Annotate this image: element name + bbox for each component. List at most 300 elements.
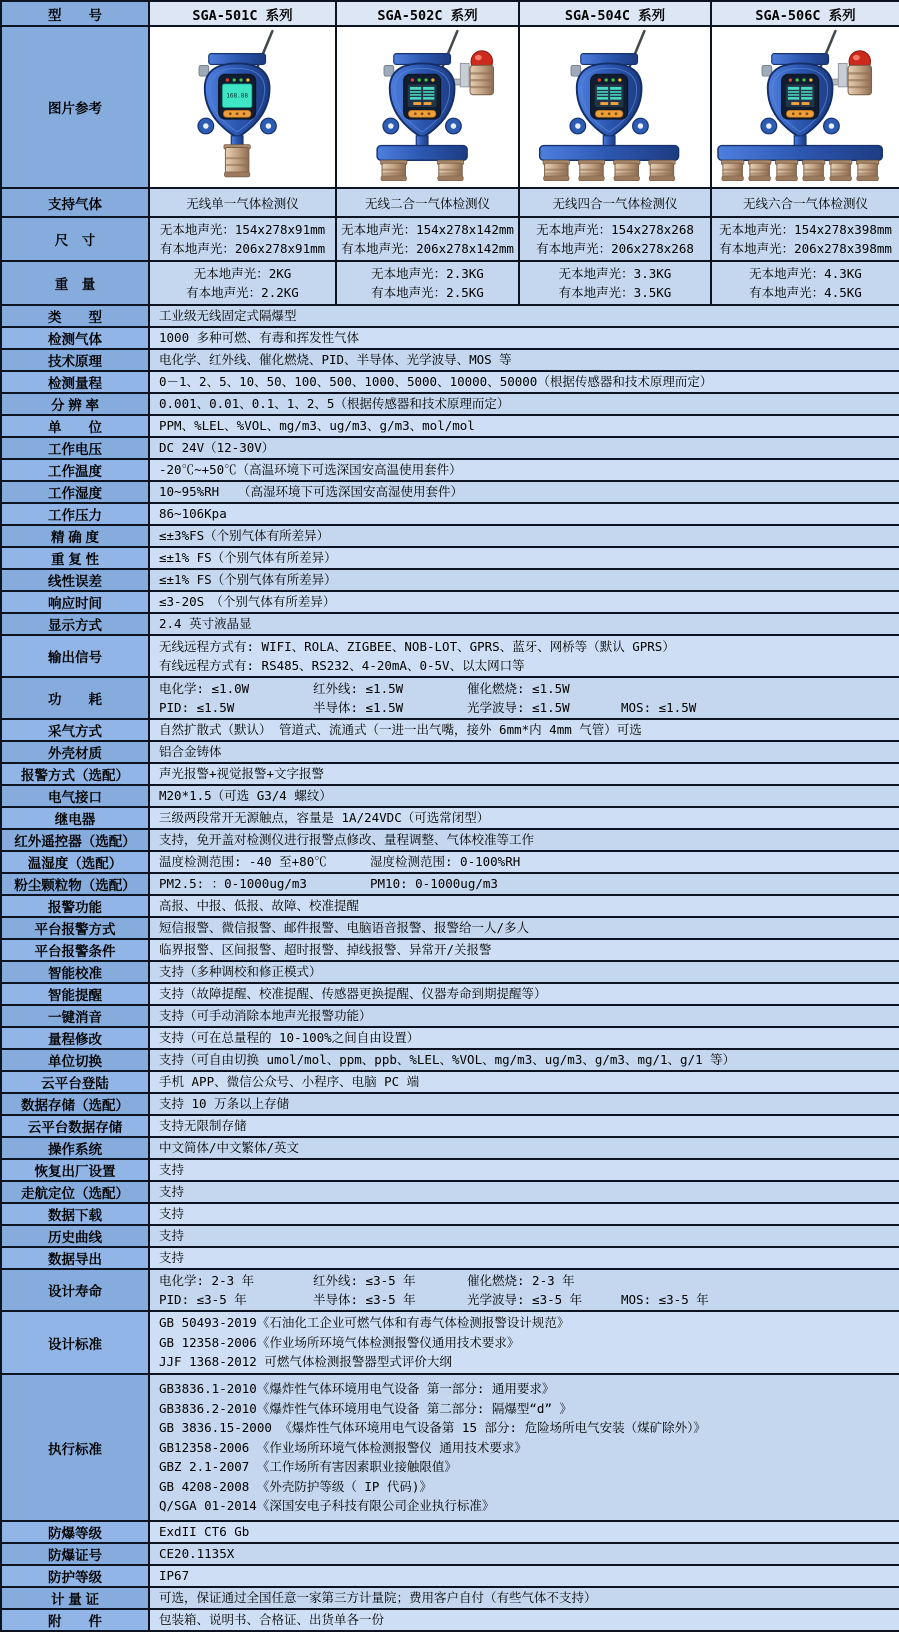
spec-value-line <box>159 962 890 982</box>
spec-row <box>1 939 899 961</box>
spec-value-part: PM10: 0-1000ug/m3 <box>370 876 498 892</box>
product-value-cell: 无线六合一气体检测仪 <box>711 188 899 217</box>
spec-row <box>1 1609 899 1631</box>
spec-row <box>1 1027 899 1049</box>
gas-sensor-head <box>223 145 249 177</box>
spec-value-part: GB 3836.15-2000 《爆炸性气体环境用电气设备第 15 部分: 危险场所电气安装（煤矿除外）》 <box>159 1420 706 1436</box>
gas-sensor-head <box>578 160 604 181</box>
spec-value-line <box>159 372 890 392</box>
spec-row <box>1 961 899 983</box>
spec-row-label: 检测气体 <box>1 327 149 349</box>
model-column-header: SGA-501C 系列 <box>149 1 336 26</box>
spec-row-value <box>149 1521 899 1543</box>
spec-row <box>1 393 899 415</box>
spec-value-part: 支持（多种调校和修正模式） <box>159 964 322 980</box>
spec-row-value <box>149 1543 899 1565</box>
spec-value-line <box>159 786 890 806</box>
spec-row-label: 分 辨 率 <box>1 393 149 415</box>
spec-value-line <box>159 742 890 762</box>
device-image-cell <box>149 26 336 188</box>
spec-value-line <box>159 306 890 326</box>
gas-sensor-head <box>775 160 797 181</box>
spec-row-value <box>149 983 899 1005</box>
image-row-label: 图片参考 <box>1 26 149 188</box>
product-value-line: 无本地声光：154x278x398mm <box>719 221 892 237</box>
spec-value-line <box>159 614 890 634</box>
spec-row <box>1 763 899 785</box>
spec-row <box>1 591 899 613</box>
spec-row-label: 智能校准 <box>1 961 149 983</box>
spec-value-line <box>159 656 890 676</box>
spec-row-value <box>149 939 899 961</box>
spec-value-line <box>159 504 890 524</box>
spec-value-part: 手机 APP、微信公众号、小程序、电脑 PC 端 <box>159 1074 420 1090</box>
spec-value-line <box>159 592 890 612</box>
manifold-bar <box>717 146 881 161</box>
detector-body <box>570 54 648 149</box>
spec-row-value <box>149 1609 899 1631</box>
spec-row-label: 支持气体 <box>1 188 149 217</box>
spec-value-line <box>159 548 890 568</box>
spec-value-line <box>159 350 890 370</box>
gas-sensor-head <box>543 160 569 181</box>
spec-row-value <box>149 1027 899 1049</box>
spec-row <box>1 1137 899 1159</box>
gas-sensor-head <box>829 160 851 181</box>
spec-row <box>1 613 899 635</box>
spec-row-label: 继电器 <box>1 807 149 829</box>
spec-value-line <box>159 874 890 894</box>
spec-row-value <box>149 569 899 591</box>
spec-value-line <box>159 918 890 938</box>
spec-value-line <box>159 1438 890 1458</box>
spec-value-line <box>159 570 890 590</box>
spec-row <box>1 1005 899 1027</box>
spec-row <box>1 1071 899 1093</box>
spec-row <box>1 1159 899 1181</box>
device-illustration-sga-501c <box>154 28 332 181</box>
spec-row-label: 线性误差 <box>1 569 149 591</box>
spec-row-label: 防护等级 <box>1 1565 149 1587</box>
spec-value-part: 支持（可手动消除本地声光报警功能） <box>159 1008 372 1024</box>
product-value-line: 有本地声光：3.5KG <box>558 285 672 300</box>
spec-row-value <box>149 613 899 635</box>
detector-body <box>383 54 461 149</box>
spec-value-part: 支持 <box>159 1206 185 1222</box>
spec-value-line <box>159 1028 890 1048</box>
spec-value-part: 10~95%RH （高湿环境下可选深国安高湿使用套件） <box>159 484 463 500</box>
spec-value-line <box>159 394 890 414</box>
spec-value-part: 高报、中报、低报、故障、校准提醒 <box>159 898 360 914</box>
spec-value-line <box>159 1379 890 1399</box>
spec-value-part: 电化学、红外线、催化燃烧、PID、半导体、光学波导、MOS 等 <box>159 352 512 368</box>
spec-row-value <box>149 1269 899 1311</box>
spec-row-value <box>149 961 899 983</box>
spec-value-part: GBZ 2.1-2007 《工作场所有害因素职业接触限值》 <box>159 1459 457 1475</box>
spec-row-label: 云平台数据存储 <box>1 1115 149 1137</box>
gas-sensor-head <box>437 160 463 181</box>
spec-row-value <box>149 1115 899 1137</box>
spec-value-line <box>159 940 890 960</box>
spec-value-part: 0.001、0.01、0.1、1、2、5（根据传感器和技术原理而定） <box>159 396 510 412</box>
spec-value-line <box>159 637 890 657</box>
device-illustration-sga-502c <box>339 28 517 181</box>
spec-row-value <box>149 1565 899 1587</box>
spec-row-value <box>149 459 899 481</box>
spec-row-value <box>149 917 899 939</box>
spec-value-part: 可选，保证通过全国任意一家第三方计量院；费用客户自付（有些气体不支持） <box>159 1590 597 1606</box>
spec-value-part: 催化燃烧: ≤1.5W <box>467 680 570 696</box>
spec-value-part: 无线远程方式有: WIFI、ROLA、ZIGBEE、NOB-LOT、GPRS、蓝牙、网桥等（默认 GPRS） <box>159 638 675 654</box>
product-value-line: 无本地声光：3.3KG <box>558 265 672 281</box>
gas-sensor-head <box>802 160 824 181</box>
spec-row <box>1 1181 899 1203</box>
spec-value-part: GB12358-2006 《作业场所环境气体检测报警仪 通用技术要求》 <box>159 1439 527 1455</box>
spec-value-line <box>159 984 890 1004</box>
spec-value-part: MOS: ≤1.5W <box>621 700 697 715</box>
model-column-header: SGA-506C 系列 <box>711 1 899 26</box>
spec-row <box>1 917 899 939</box>
spec-row <box>1 371 899 393</box>
spec-value-line <box>159 1204 890 1224</box>
spec-row <box>1 547 899 569</box>
spec-value-part: 湿度检测范围: 0-100%RH <box>370 854 521 870</box>
spec-value-line <box>159 896 890 916</box>
spec-row-label: 报警功能 <box>1 895 149 917</box>
spec-value-line <box>159 1138 890 1158</box>
spec-row-label: 一键消音 <box>1 1005 149 1027</box>
spec-row <box>1 983 899 1005</box>
spec-value-line <box>159 1544 890 1564</box>
spec-row-value <box>149 393 899 415</box>
model-header-row <box>1 1 899 26</box>
spec-row-value <box>149 1374 899 1521</box>
spec-row-label: 平台报警条件 <box>1 939 149 961</box>
gas-sensor-head <box>721 160 743 181</box>
spec-value-line <box>159 1418 890 1438</box>
spec-row-value <box>149 305 899 327</box>
spec-value-part: 自然扩散式（默认） 管道式、流通式（一进一出气嘴，接外 6mm*内 4mm 气管）可选 <box>159 722 642 738</box>
spec-row-label: 类 型 <box>1 305 149 327</box>
image-reference-row <box>1 26 899 188</box>
spec-row <box>1 437 899 459</box>
spec-row-value <box>149 1159 899 1181</box>
spec-row <box>1 873 899 895</box>
spec-row <box>1 677 899 719</box>
gas-sensor-head <box>748 160 770 181</box>
spec-value-part: 声光报警+视觉报警+文字报警 <box>159 766 325 782</box>
spec-row-label: 显示方式 <box>1 613 149 635</box>
spec-row-label: 尺 寸 <box>1 217 149 261</box>
spec-value-line <box>159 852 890 872</box>
spec-value-line <box>159 830 890 850</box>
spec-row-value <box>149 481 899 503</box>
spec-row-value <box>149 503 899 525</box>
spec-row-label: 执行标准 <box>1 1374 149 1521</box>
spec-row <box>1 569 899 591</box>
product-value-line: 无本地声光：2KG <box>193 265 292 281</box>
spec-row <box>1 459 899 481</box>
spec-value-part: ≤3-20S （个别气体有所差异） <box>159 594 336 610</box>
spec-row <box>1 1565 899 1587</box>
model-header-label: 型 号 <box>1 1 149 26</box>
spec-row-value <box>149 763 899 785</box>
product-value-cell <box>519 217 711 261</box>
spec-value-line <box>159 328 890 348</box>
spec-value-part: ≤±3%FS（个别气体有所差异） <box>159 528 330 544</box>
spec-value-part: 支持，免开盖对检测仪进行报警点修改、量程调整、气体校准等工作 <box>159 832 535 848</box>
spec-row-label: 数据下载 <box>1 1203 149 1225</box>
spec-value-line <box>159 1116 890 1136</box>
product-value-cell: 无线四合一气体检测仪 <box>519 188 711 217</box>
spec-row-value <box>149 437 899 459</box>
spec-row-value <box>149 785 899 807</box>
spec-row-label: 恢复出厂设置 <box>1 1159 149 1181</box>
spec-value-line <box>159 1333 890 1353</box>
spec-value-line <box>159 438 890 458</box>
spec-row-value <box>149 1049 899 1071</box>
detector-body <box>761 54 839 149</box>
spec-row-value <box>149 1203 899 1225</box>
spec-value-part: 支持 <box>159 1184 185 1200</box>
spec-value-line <box>159 1160 890 1180</box>
product-value-cell <box>711 217 899 261</box>
spec-row-value <box>149 415 899 437</box>
spec-row-value <box>149 1071 899 1093</box>
spec-value-part: Q/SGA 01-2014《深国安电子科技有限公司企业执行标准》 <box>159 1498 495 1514</box>
spec-value-line <box>159 1477 890 1497</box>
spec-row-value <box>149 349 899 371</box>
spec-row-label: 红外遥控器（选配） <box>1 829 149 851</box>
product-value-line: 无本地声光：154x278x268 <box>536 221 694 237</box>
manifold-bar <box>540 146 679 161</box>
product-value-line: 无本地声光：154x278x142mm <box>341 221 514 237</box>
spec-value-part: M20*1.5（可选 G3/4 螺纹） <box>159 788 332 804</box>
spec-row-label: 智能提醒 <box>1 983 149 1005</box>
spec-row <box>1 1093 899 1115</box>
spec-row-value <box>149 525 899 547</box>
product-value-cell <box>336 261 519 305</box>
spec-row-value <box>149 895 899 917</box>
spec-value-line <box>159 808 890 828</box>
spec-row <box>1 785 899 807</box>
product-value-cell <box>149 261 336 305</box>
spec-value-part: ExdII CT6 Gb <box>159 1524 250 1540</box>
spec-row-label: 重 复 性 <box>1 547 149 569</box>
spec-row <box>1 1203 899 1225</box>
spec-value-part: IP67 <box>159 1568 190 1584</box>
spec-row <box>1 1587 899 1609</box>
product-value-cell: 无线单一气体检测仪 <box>149 188 336 217</box>
spec-row-label: 电气接口 <box>1 785 149 807</box>
spec-row-value <box>149 1181 899 1203</box>
spec-row <box>1 1247 899 1269</box>
spec-row <box>1 895 899 917</box>
spec-value-line <box>159 1271 890 1291</box>
spec-row-value <box>149 829 899 851</box>
spec-value-line <box>159 1248 890 1268</box>
spec-row <box>1 1521 899 1543</box>
spec-row-label: 数据导出 <box>1 1247 149 1269</box>
spec-row-label: 单位切换 <box>1 1049 149 1071</box>
spec-value-part: 支持（可在总量程的 10-100%之间自由设置） <box>159 1030 420 1046</box>
spec-row-label: 云平台登陆 <box>1 1071 149 1093</box>
spec-row-value <box>149 851 899 873</box>
spec-row-value <box>149 1093 899 1115</box>
spec-value-line <box>159 1050 890 1070</box>
spec-value-part: 0－1、2、5、10、50、100、500、1000、5000、10000、50000（根据传感器和技术原理而定） <box>159 374 713 390</box>
spec-value-part: GB3836.1-2010《爆炸性气体环境用电气设备 第一部分: 通用要求》 <box>159 1381 555 1397</box>
spec-value-line <box>159 1352 890 1372</box>
spec-value-line <box>159 416 890 436</box>
spec-value-part: 支持 10 万条以上存储 <box>159 1096 290 1112</box>
spec-row-label: 工作压力 <box>1 503 149 525</box>
spec-value-part: 有线远程方式有: RS485、RS232、4-20mA、0-5V、以太网口等 <box>159 658 525 673</box>
spec-value-part: 半导体: ≤3-5 年 <box>313 1292 416 1307</box>
spec-value-part: 86~106Kpa <box>159 506 227 522</box>
spec-value-part: 支持 <box>159 1228 185 1244</box>
gas-sensor-head <box>614 160 640 181</box>
spec-row-label: 走航定位（选配） <box>1 1181 149 1203</box>
product-value-line: 有本地声光：2.5KG <box>371 285 484 300</box>
spec-row-label: 检测量程 <box>1 371 149 393</box>
spec-value-part: PID: ≤3-5 年 <box>159 1292 247 1307</box>
spec-value-part: 催化燃烧: 2-3 年 <box>467 1272 575 1288</box>
spec-row-value <box>149 371 899 393</box>
product-value-line: 无本地声光：4.3KG <box>749 265 862 281</box>
spec-row <box>1 1049 899 1071</box>
spec-value-part: 支持（故障提醒、校准提醒、传感器更换提醒、仪器寿命到期提醒等） <box>159 986 547 1002</box>
spec-row-value <box>149 635 899 677</box>
spec-row <box>1 305 899 327</box>
spec-value-part: GB 4208-2008 《外壳防护等级（ IP 代码)》 <box>159 1478 432 1494</box>
spec-value-line <box>159 1610 890 1630</box>
spec-row <box>1 327 899 349</box>
spec-value-part: 工业级无线固定式隔爆型 <box>159 308 297 324</box>
manifold-bar <box>377 146 467 161</box>
spec-row-label: 平台报警方式 <box>1 917 149 939</box>
spec-row <box>1 349 899 371</box>
spec-row-value <box>149 547 899 569</box>
spec-value-part: JJF 1368-2012 可燃气体检测报警器型式评价大纲 <box>159 1354 452 1370</box>
spec-row-value <box>149 807 899 829</box>
spec-row-label: 工作湿度 <box>1 481 149 503</box>
spec-value-part: 支持（可自由切换 umol/mol、ppm、ppb、%LEL、%VOL、mg/m3、ug/m3、g/m3、mg/1、g/1 等） <box>159 1052 736 1068</box>
product-row <box>1 217 899 261</box>
spec-value-part: -20℃~+50℃（高温环境下可选深国安高温使用套件） <box>159 462 462 478</box>
product-value-cell <box>149 217 336 261</box>
spec-value-part: GB 12358-2006《作业场所环境气体检测报警仪通用技术要求》 <box>159 1334 520 1350</box>
spec-row <box>1 503 899 525</box>
spec-row <box>1 1269 899 1311</box>
spec-value-line <box>159 698 890 718</box>
spec-row <box>1 1543 899 1565</box>
spec-row-label: 防爆证号 <box>1 1543 149 1565</box>
spec-row-value <box>149 719 899 741</box>
spec-value-line <box>159 679 890 699</box>
spec-value-part: 支持 <box>159 1250 185 1266</box>
spec-row-label: 精 确 度 <box>1 525 149 547</box>
gas-sensor-head <box>856 160 878 181</box>
spec-value-line <box>159 1588 890 1608</box>
spec-row-value <box>149 1311 899 1374</box>
spec-value-line <box>159 526 890 546</box>
spec-row-label: 报警方式（选配） <box>1 763 149 785</box>
spec-row-label: 量程修改 <box>1 1027 149 1049</box>
gas-sensor-head <box>380 160 406 181</box>
product-row <box>1 188 899 217</box>
device-illustration-sga-504c <box>526 28 704 181</box>
spec-value-part: 2.4 英寸液晶显 <box>159 616 252 632</box>
spec-row <box>1 1311 899 1374</box>
product-row <box>1 261 899 305</box>
device-image-cell <box>519 26 711 188</box>
spec-value-part: PID: ≤1.5W <box>159 700 235 715</box>
spec-row-label: 工作电压 <box>1 437 149 459</box>
product-value-line: 无本地声光：2.3KG <box>371 265 484 281</box>
spec-row <box>1 1115 899 1137</box>
spec-row <box>1 807 899 829</box>
spec-row-label: 外壳材质 <box>1 741 149 763</box>
product-value-cell <box>711 261 899 305</box>
spec-row-label: 防爆等级 <box>1 1521 149 1543</box>
spec-row-label: 数据存储（选配） <box>1 1093 149 1115</box>
spec-row-label: 粉尘颗粒物（选配） <box>1 873 149 895</box>
spec-row <box>1 415 899 437</box>
spec-row-label: 计 量 证 <box>1 1587 149 1609</box>
model-column-header: SGA-504C 系列 <box>519 1 711 26</box>
spec-value-part: 光学波导: ≤1.5W <box>467 700 570 715</box>
spec-value-line <box>159 482 890 502</box>
product-value-line: 有本地声光：206x278x142mm <box>341 241 514 256</box>
product-value-line: 无本地声光：154x278x91mm <box>159 221 326 237</box>
detector-body <box>198 54 276 149</box>
spec-value-part: 半导体: ≤1.5W <box>313 700 404 715</box>
spec-value-part: 三级两段常开无源触点，容量是 1A/24VDC（可选常闭型） <box>159 810 490 826</box>
gas-sensor-head <box>649 160 675 181</box>
product-value-line: 有本地声光：206x278x268 <box>536 241 694 256</box>
spec-row-label: 历史曲线 <box>1 1225 149 1247</box>
device-image-cell <box>711 26 899 188</box>
spec-value-part: 支持 <box>159 1162 185 1178</box>
spec-value-line <box>159 1313 890 1333</box>
spec-value-line <box>159 1399 890 1419</box>
spec-value-line <box>159 1522 890 1542</box>
spec-row-value <box>149 1137 899 1159</box>
spec-row <box>1 1374 899 1521</box>
spec-row <box>1 719 899 741</box>
spec-row <box>1 1225 899 1247</box>
spec-row-value <box>149 741 899 763</box>
spec-value-line <box>159 764 890 784</box>
spec-row-label: 工作温度 <box>1 459 149 481</box>
spec-value-part: 支持无限制存储 <box>159 1118 247 1134</box>
spec-value-part: DC 24V（12-30V） <box>159 440 275 456</box>
spec-value-part: 温度检测范围: -40 至+80℃ <box>159 854 327 870</box>
spec-row <box>1 525 899 547</box>
spec-row <box>1 829 899 851</box>
spec-value-part: GB3836.2-2010《爆炸性气体环境用电气设备 第二部分: 隔爆型“d” 》 <box>159 1400 573 1416</box>
spec-value-part: 电化学: 2-3 年 <box>159 1272 255 1288</box>
spec-row-value <box>149 677 899 719</box>
spec-value-part: 1000 多种可燃、有毒和挥发性气体 <box>159 330 360 346</box>
spec-value-line <box>159 1072 890 1092</box>
spec-row-value <box>149 327 899 349</box>
spec-row-label: 输出信号 <box>1 635 149 677</box>
svg-text:168.88: 168.88 <box>225 92 248 100</box>
spec-value-line <box>159 1566 890 1586</box>
spec-value-line <box>159 1496 890 1516</box>
